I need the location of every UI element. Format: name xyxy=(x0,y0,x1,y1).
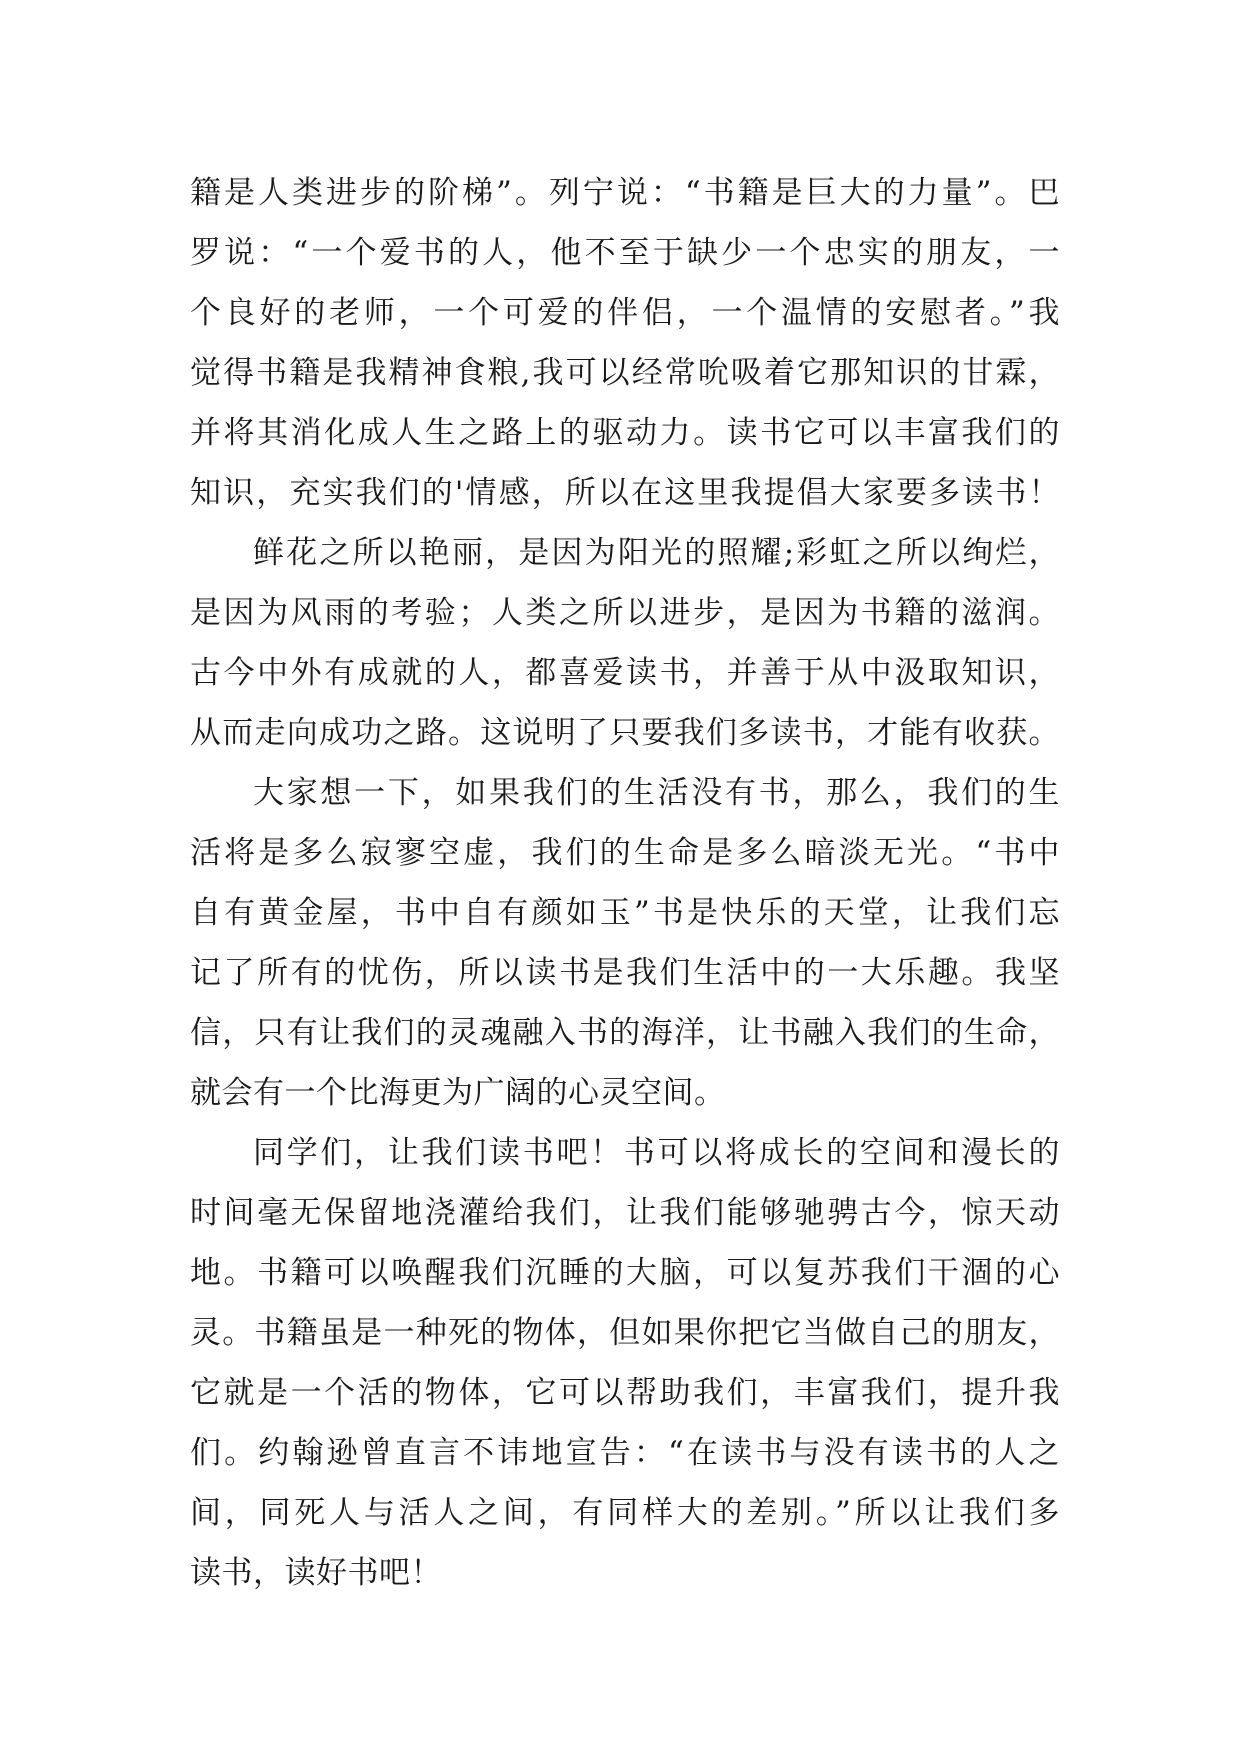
text-line: 就会有一个比海更为广阔的心灵空间。 xyxy=(190,1075,726,1111)
paragraph-first-line: 大家想一下，如果我们的生活没有书，那么，我们的生 xyxy=(253,775,1060,811)
text-line: 罗说：“一个爱书的人，他不至于缺少一个忠实的朋友，一 xyxy=(190,235,1060,271)
text-line: 从而走向成功之路。这说明了只要我们多读书，才能有收获。 xyxy=(190,715,1060,751)
text-line: 信，只有让我们的灵魂融入书的海洋，让书融入我们的生命， xyxy=(190,1015,1060,1051)
text-line: 它就是一个活的物体，它可以帮助我们，丰富我们，提升我 xyxy=(190,1375,1060,1411)
document-body xyxy=(190,163,1060,1603)
text-line: 活将是多么寂寥空虚，我们的生命是多么暗淡无光。“书中 xyxy=(190,835,1060,871)
text-line: 地。书籍可以唤醒我们沉睡的大脑，可以复苏我们干涸的心 xyxy=(190,1255,1060,1291)
text-line: 籍是人类进步的阶梯”。列宁说：“书籍是巨大的力量”。巴 xyxy=(190,175,1060,211)
text-line: 灵。书籍虽是一种死的物体，但如果你把它当做自己的朋友， xyxy=(190,1315,1060,1351)
text-line: 觉得书籍是我精神食粮,我可以经常吮吸着它那知识的甘霖， xyxy=(190,355,1060,391)
text-line: 们。约翰逊曾直言不讳地宣告：“在读书与没有读书的人之 xyxy=(190,1435,1060,1471)
text-line: 是因为风雨的考验；人类之所以进步，是因为书籍的滋润。 xyxy=(190,595,1060,631)
text-line: 时间毫无保留地浇灌给我们，让我们能够驰骋古今，惊天动 xyxy=(190,1195,1060,1231)
text-line: 个良好的老师，一个可爱的伴侣，一个温情的安慰者。”我 xyxy=(190,295,1060,331)
paragraph-first-line: 同学们，让我们读书吧！书可以将成长的空间和漫长的 xyxy=(253,1135,1060,1171)
text-line: 记了所有的忧伤，所以读书是我们生活中的一大乐趣。我坚 xyxy=(190,955,1060,991)
paragraph-first-line: 鲜花之所以艳丽，是因为阳光的照耀;彩虹之所以绚烂， xyxy=(253,535,1060,571)
text-line: 并将其消化成人生之路上的驱动力。读书它可以丰富我们的 xyxy=(190,415,1060,451)
text-line: 知识，充实我们的'情感，所以在这里我提倡大家要多读书！ xyxy=(190,475,1060,511)
text-line: 自有黄金屋，书中自有颜如玉”书是快乐的天堂，让我们忘 xyxy=(190,895,1060,931)
text-line: 间，同死人与活人之间，有同样大的差别。”所以让我们多 xyxy=(190,1495,1060,1531)
text-line: 读书，读好书吧！ xyxy=(190,1555,442,1591)
text-line: 古今中外有成就的人，都喜爱读书，并善于从中汲取知识， xyxy=(190,655,1060,691)
